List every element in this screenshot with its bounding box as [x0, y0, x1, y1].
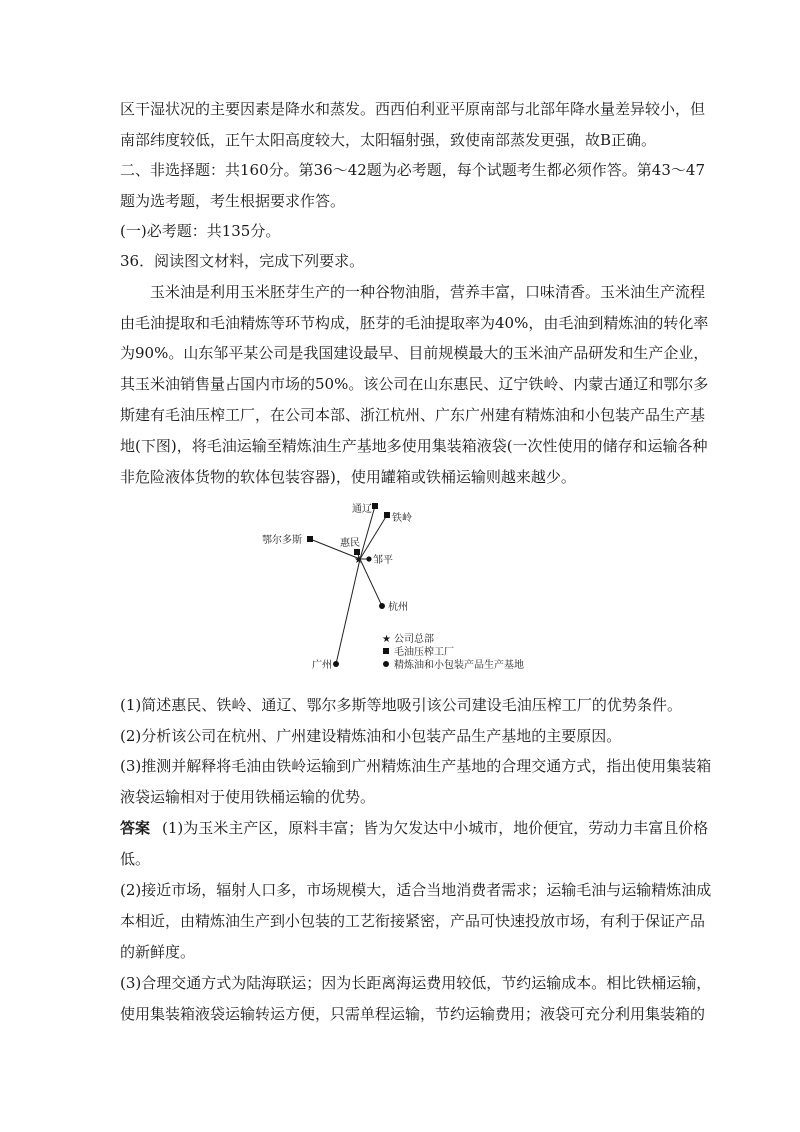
refinery-marker — [333, 661, 339, 667]
question-item: 液袋运输相对于使用铁桶运输的优势。 — [120, 788, 376, 806]
material-paragraph: 由毛油提取和毛油精炼等环节构成，胚芽的毛油提取率为40%，由毛油到精炼油的转化率 — [120, 314, 709, 332]
press-factory-marker — [384, 512, 390, 518]
material-paragraph: 为90%。山东邹平某公司是我国建设最早、目前规模最大的玉米油产品研发和生产企业， — [120, 344, 709, 362]
place-label: 广州 — [312, 660, 332, 671]
answer-line: (2)接近市场，辐射人口多，市场规模大，适合当地消费者需求；运输毛油与运输精炼油成 — [120, 881, 712, 899]
legend-label: 精炼油和小包装产品生产基地 — [394, 660, 524, 671]
headquarters-star-icon: ★ — [354, 555, 363, 566]
material-paragraph: 玉米油是利用玉米胚芽生产的一种谷物油脂，营养丰富，口味清香。玉米油生产流程 — [150, 283, 706, 301]
section-heading: 二、非选择题：共160分。第36～42题为必考题，每个试题考生都必须作答。第43～47 — [120, 161, 705, 179]
legend-label: 公司总部 — [394, 634, 434, 645]
material-paragraph: 地(下图)，将毛油运输至精炼油生产基地多使用集装箱液袋(一次性使用的储存和运输各种 — [120, 437, 708, 455]
material-paragraph: 非危险液体货物的软体包装容器)，使用罐箱或铁桶运输则越来越少。 — [120, 468, 576, 486]
answer-line: 的新鲜度。 — [120, 943, 196, 961]
question-item: (3)推测并解释将毛油由铁岭运输到广州精炼油生产基地的合理交通方式，指出使用集装箱 — [120, 757, 712, 775]
answer-text: (1)为玉米主产区，原料丰富；皆为欠发达中小城市，地价便宜，劳动力丰富且价格 — [162, 819, 709, 837]
place-label: 通辽 — [352, 504, 372, 515]
material-paragraph: 斯建有毛油压榨工厂，在公司本部、浙江杭州、广东广州建有精炼油和小包装产品生产基 — [120, 406, 706, 424]
answer-line: 使用集装箱液袋运输转运方便，只需单程运输，节约运输费用；液袋可充分利用集装箱的 — [120, 1005, 706, 1023]
answer-label: 答案 — [120, 819, 151, 837]
map-legend — [382, 632, 524, 671]
question-item: (1)简述惠民、铁岭、通辽、鄂尔多斯等地吸引该公司建设毛油压榨工厂的优势条件。 — [120, 696, 682, 714]
press-factory-marker — [372, 503, 378, 509]
subsection-heading: (一)必考题：共135分。 — [120, 222, 281, 240]
refinery-marker — [379, 603, 385, 609]
answer-line: 本相近，由精炼油生产到小包装的工艺衔接紧密，产品可快速投放市场，有利于保证产品 — [120, 912, 706, 930]
question-number: 36．阅读图文材料，完成下列要求。 — [120, 252, 365, 270]
place-label: 惠民 — [340, 538, 360, 549]
legend-label: 毛油压榨工厂 — [394, 647, 454, 658]
answer-line: 低。 — [120, 850, 151, 868]
refinery-marker — [366, 556, 371, 561]
place-label: 鄂尔多斯 — [262, 535, 302, 546]
location-map — [250, 496, 570, 680]
text-line: 区干湿状况的主要因素是降水和蒸发。西西伯利亚平原南部与北部年降水量差异较小，但 — [120, 100, 706, 118]
question-item: (2)分析该公司在杭州、广州建设精炼油和小包装产品生产基地的主要原因。 — [120, 727, 622, 745]
text-line: 南部纬度较低，正午太阳高度较大，太阳辐射强，致使南部蒸发更强，故B正确。 — [120, 131, 657, 149]
answer-line: (3)合理交通方式为陆海联运；因为长距离海运费用较低，节约运输成本。相比铁桶运输， — [120, 974, 712, 992]
star-icon: ★ — [382, 634, 391, 645]
place-label: 铁岭 — [392, 513, 412, 524]
place-label: 邹平 — [373, 555, 393, 566]
square-icon — [383, 648, 389, 654]
material-paragraph: 其玉米油销售量占国内市场的50%。该公司在山东惠民、辽宁铁岭、内蒙古通辽和鄂尔多 — [120, 375, 709, 393]
press-factory-marker — [307, 536, 313, 542]
text-line: 题为选考题，考生根据要求作答。 — [120, 192, 346, 210]
place-label: 杭州 — [388, 602, 408, 613]
dot-icon — [383, 661, 389, 667]
answer-line — [120, 817, 709, 839]
